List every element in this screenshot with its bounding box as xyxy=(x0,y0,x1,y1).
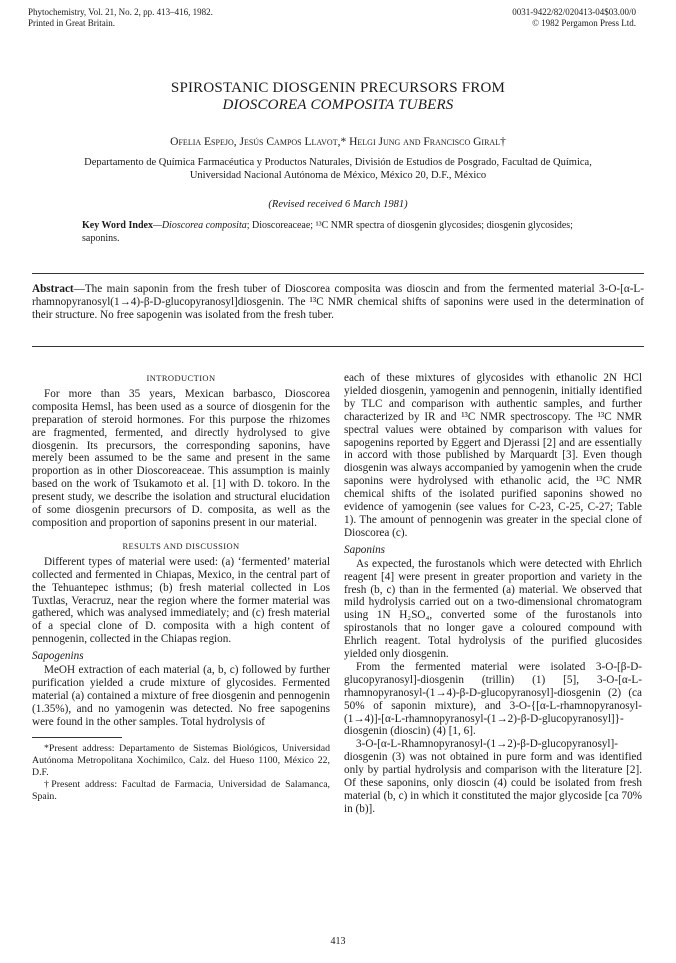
keyword-label: Key Word Index xyxy=(82,220,153,231)
footnote-rule xyxy=(32,737,122,738)
results-heading: RESULTS AND DISCUSSION xyxy=(122,540,240,551)
page-number: 413 xyxy=(330,936,346,947)
keyword-rest: ; Dioscoreaceae; ¹³C NMR spectra of diosgenin glycosides; diosgenin glycosides; saponins. xyxy=(82,220,573,244)
article-title xyxy=(0,80,676,114)
affiliation xyxy=(30,156,646,182)
abstract-top-rule xyxy=(32,273,644,274)
revised-date: (Revised received 6 March 1981) xyxy=(268,199,408,210)
citation-line: Phytochemistry, Vol. 21, No. 2, pp. 413–416, 1982. xyxy=(28,7,213,17)
left-column xyxy=(32,372,330,803)
abstract xyxy=(32,283,644,323)
abstract-bottom-rule xyxy=(32,346,644,347)
issn-code: 0031-9422/82/020413-04$03.00/0 xyxy=(512,7,636,17)
saponins-paragraph-3: 3-O-[α-L-Rhamnopyranosyl-(1→2)-β-D-glucopyranosyl]-diosgenin (3) was not obtained in pure form and was identified only by partial hydrolysis and comparison with the literature [2]. Of these saponins, only dioscin (4) could be isolated from fresh material (b, c) in which it constituted the major glycoside [ca 70% in (b)]. xyxy=(344,738,642,815)
right-column xyxy=(344,372,642,816)
keyword-species: —Dioscorea composita xyxy=(152,220,247,231)
printed-in: Printed in Great Britain. xyxy=(28,18,115,28)
affiliation-line-2: Universidad Nacional Autónoma de México, México 20, D.F., México xyxy=(189,170,487,181)
abstract-text: —The main saponin from the fresh tuber of Dioscorea composita was dioscin and from the fermented material 3-O-[α-L-rhamnopyranosyl(1→4)-β-D-glucopyranosyl]diosgenin. The ¹³C NMR chemical shifts of saponins were used in the determination of their structure. No free sapogenin was isolated from the fresh tuber. xyxy=(32,283,644,322)
sapogenins-paragraph: MeOH extraction of each material (a, b, c) followed by further purification yielded a crude mixture of glycosides. Fermented material (a) contained a mixture of free diosgenin and pennogenin (1.35%), and no yamogenin was detected. No free sapogenins were found in the other samples. Total hydrolysis of xyxy=(32,664,330,728)
introduction-heading: INTRODUCTION xyxy=(146,373,216,383)
copyright: © 1982 Pergamon Press Ltd. xyxy=(532,18,636,28)
journal-citation xyxy=(28,7,213,29)
results-paragraph: Different types of material were used: (a) ‘fermented’ material collected and fermented in Chiapas, Mexico, in the central part of the Tehuantepec isthmus; (b) fresh material collected in Los Tuxtlas, Veracruz, near the region where the former material was gathered, which was analysed immediately; and (c) fresh material of a special clone of D. composita with a high content of pennogenin, collected in the Chiapas region. xyxy=(32,555,330,646)
affiliation-line-1: Departamento de Química Farmacéutica y Productos Naturales, División de Estudios de Posgrado, Facultad de Química, xyxy=(84,157,592,168)
saponins-paragraph-1: As expected, the furostanols which were detected with Ehrlich reagent [4] were present in greater proportion and variety in the fresh (b, c) than in the fermented (a) material. We observed that mild hydrolysis carried out on a two-dimensional chromatogram using 1N H₂SO₄, converted some of the furostanols into spirostanols that no longer gave a coloured compound with Ehrlich reagent. Total hydrolysis of the purified glucosides yielded only diosgenin. xyxy=(344,557,642,661)
sapogenins-heading: Sapogenins xyxy=(32,650,84,663)
saponins-paragraph-2: From the fermented material were isolated 3-O-[β-D-glucopyranosyl]-diosgenin (trillin) (1) [5], 3-O-[α-L-rhamnopyranosyl-(1→4)-β-D-glucopyranosyl]-diosgenin (2) (ca 50% of saponin mixture), and 3-O-{[α-L-rhamnopyranosyl-(1→4)]-[α-L-rhamnopyranosyl-(1→2)-β-D-glucopyranosyl]}-diosgenin (dioscin) (4) [1, 6]. xyxy=(344,660,642,738)
abstract-label: Abstract xyxy=(32,283,74,295)
footnote-2: †Present address: Facultad de Farmacia, Universidad de Salamanca, Spain. xyxy=(32,778,330,802)
footnote-1: *Present address: Departamento de Sistemas Biológicos, Universidad Autónoma Metropolitana Xochimilco, Calz. del Hueso 1100, México 22, D.F. xyxy=(32,742,330,778)
keyword-index xyxy=(82,220,602,245)
author-list: Ofelia Espejo, Jesús Campos Llavot,* Helgi Jung and Francisco Giral† xyxy=(170,136,506,148)
saponins-heading: Saponins xyxy=(344,543,386,556)
continuation-paragraph: each of these mixtures of glycosides with ethanolic 2N HCl yielded diosgenin, yamogenin and pennogenin, initially identified by TLC and comparison with authentic samples, and further characterized by IR and ¹³C NMR spectroscopy. The ¹³C NMR spectral values were obtained by comparison with values for sapogenins reported by Eggert and Djerassi [2] and are essentially in accord with those published by Marquardt [3]. Even though diosgenin was always accompanied by yamogenin when the crude saponins were hydrolysed with ethanolic acid, the ¹³C NMR chemical shifts of the isolated purified saponins showed no evidence of yamogenin (see values for C-23, C-25, C-27; Table 1). The amount of pennogenin was greater in the special clone of Dioscorea (c). xyxy=(344,372,642,539)
intro-paragraph: For more than 35 years, Mexican barbasco, Dioscorea composita Hemsl, has been used as a source of diosgenin for the preparation of steroid hormones. For this purpose the rhizomes are fragmented, fermented, and directly hydrolysed to give diosgenin. Its precursors, the corresponding saponins, have merely been assumed to be the same and present in the same proportion as in other Dioscoreaceae. This assumption is mainly based on the work of Tsukamoto et al. [1] with D. tokoro. In the present study, we describe the isolation and structural elucidation of some diosgenin precursors of D. composita, as well as the composition and proportion of saponins present in our material. xyxy=(32,387,330,529)
title-line-2: DIOSCOREA COMPOSITA TUBERS xyxy=(222,97,454,113)
publisher-info xyxy=(512,7,636,29)
title-line-1: SPIROSTANIC DIOSGENIN PRECURSORS FROM xyxy=(170,80,506,96)
